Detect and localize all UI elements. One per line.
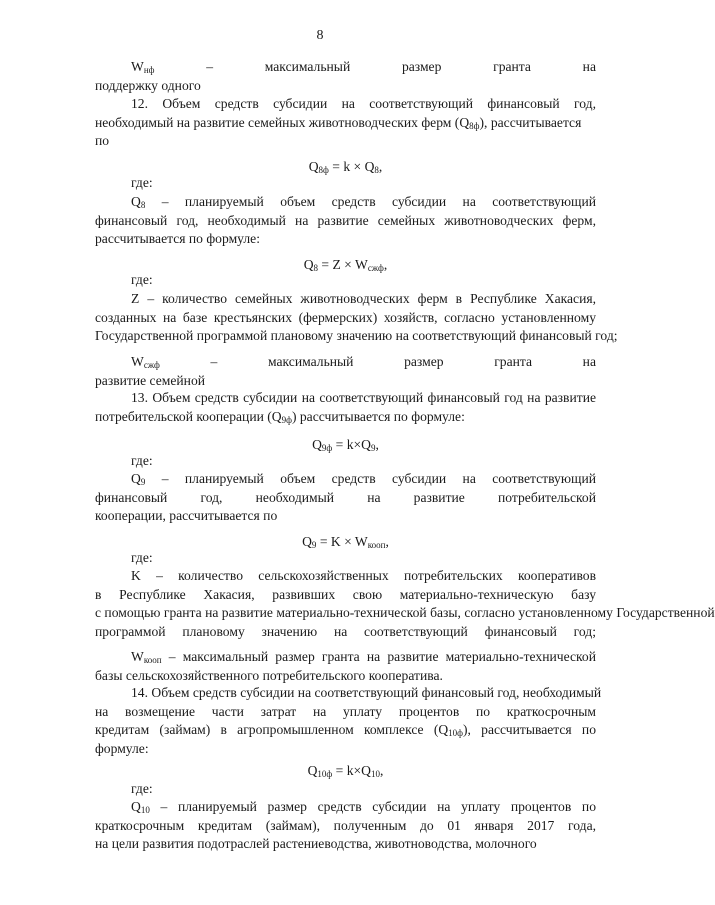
formula-q8f: $Q_{8ф} = k \times Q_8$, xyxy=(308,159,383,175)
paragraph-wszhf-definition: $W_{сжф}$ – максимальный размер гранта на развитие семейной xyxy=(95,354,596,388)
formula-q9: $Q_9 = K \times W_{кооп}$, xyxy=(302,534,389,550)
where-label: где: xyxy=(131,175,153,190)
paragraph-12: 12. Объем средств субсидии на соответствующий финансовый год, необходимый на развитие семейных животноводческих ферм $(Q_{8ф})$, рассчитывается по xyxy=(95,96,596,149)
paragraph-wkoop-definition: $W_{кооп}$ – максимальный размер гранта на развитие материально-технической базы сельскохозяйственного потребительского кооператива. xyxy=(95,649,596,683)
where-label: где: xyxy=(131,781,153,796)
paragraph-k-definition: K – количество сельскохозяйственных потребительских кооперативов в Республике Хакасия, развивших свою материально-техническую базу с помощью гранта на развитие материально-технической базы, согласно установленному Государственной программой плановому значению на соответствующий финансовый год; xyxy=(95,568,715,639)
paragraph-z-definition: Z – количество семейных животноводческих ферм в Республике Хакасия, созданных на базе крестьянских (фермерских) хозяйств, согласно установленному Государственной программой плановому значению на соответствующий финансовый год; xyxy=(95,291,618,344)
formula-q10f: $Q_{10ф} = k\times Q_{10}$, xyxy=(307,763,384,779)
paragraph-13: 13. Объем средств субсидии на соответствующий финансовый год на развитие потребительской кооперации $(Q_{9ф})$ рассчитывается по формуле: xyxy=(95,390,596,425)
paragraph-wnf-definition: $W_{нф}$ – максимальный размер гранта на поддержку одного xyxy=(95,59,596,93)
page-number: 8 xyxy=(316,28,324,43)
where-label: где: xyxy=(131,550,153,565)
paragraph-14: 14. Объем средств субсидии на соответствующий финансовый год, необходимый на возмещение части затрат на уплату процентов по краткосрочным кредитам (займам) в агропромышленном комплексе $(Q_{10ф})$, рассчитывается по формуле: xyxy=(95,685,602,756)
where-label: где: xyxy=(131,453,153,468)
paragraph-q8-definition: $Q_8$ – планируемый объем средств субсидии на соответствующий финансовый год, необходимый на развитие семейных животноводческих ферм, рассчитывается по формуле: xyxy=(95,194,596,247)
paragraph-q10-definition: $Q_{10}$ – планируемый размер средств субсидии на уплату процентов по краткосрочным кредитам (займам), полученным до 01 января 2017 года, на цели развития подотраслей растениеводства, животноводства, молочного xyxy=(95,799,596,852)
formula-q8: $Q_8 = Z \times W_{сжф}$, xyxy=(303,257,388,273)
paragraph-q9-definition: $Q_9$ – планируемый объем средств субсидии на соответствующий финансовый год, необходимый на развитие потребительской кооперации, рассчитывается по xyxy=(95,471,596,524)
formula-q9f: $Q_{9ф} = k\times Q_9$, xyxy=(312,437,379,453)
where-label: где: xyxy=(131,272,153,287)
